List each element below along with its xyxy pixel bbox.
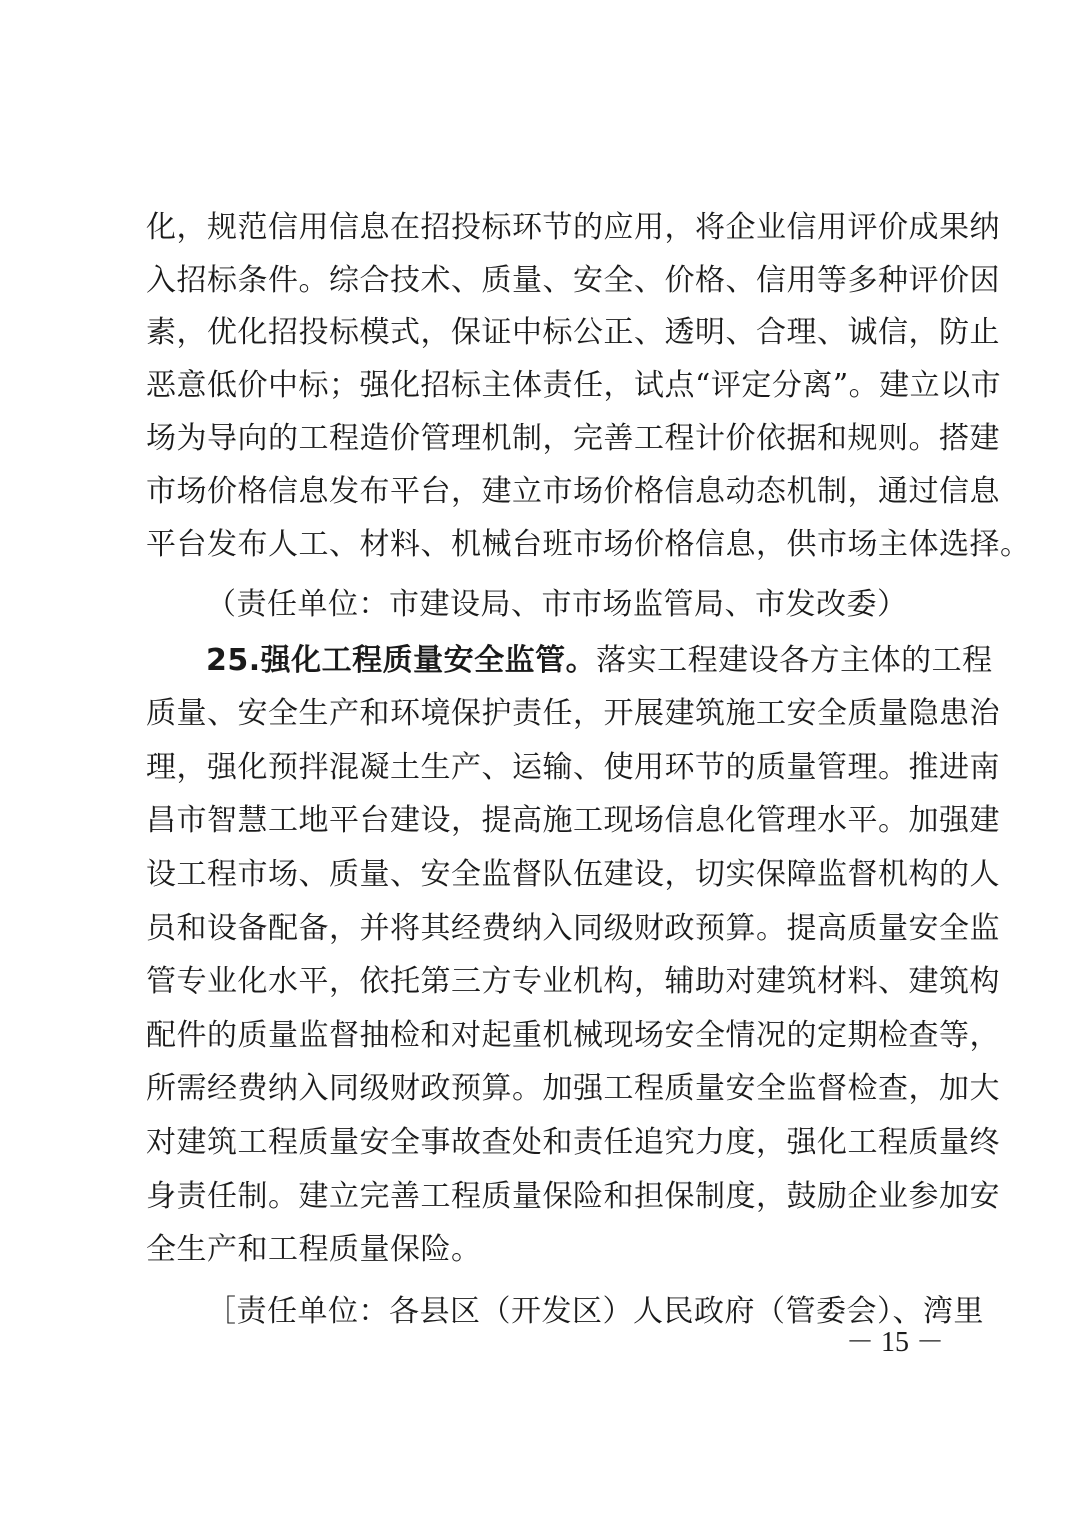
responsibility-note: （责任单位：市建设局、市市场监管局、市发改委） (206, 587, 908, 622)
page-number: － 15 － (845, 1327, 944, 1358)
body-text-line: 员和设备配备，并将其经费纳入同级财政预算。提高质量安全监 (146, 911, 1000, 946)
body-text-line: 平台发布人工、材料、机械台班市场价格信息，供市场主体选择。 (146, 527, 1031, 562)
body-text-line: 质量、安全生产和环境保护责任，开展建筑施工安全质量隐患治 (146, 696, 1000, 731)
body-text-line: 入招标条件。综合技术、质量、安全、价格、信用等多种评价因 (146, 263, 1000, 298)
body-text-line: 化，规范信用信息在招投标环节的应用，将企业信用评价成果纳 (146, 210, 1000, 245)
section-25-first-line-text: 落实工程建设各方主体的工程 (596, 643, 993, 678)
body-text-line: 配件的质量监督抽检和对起重机械现场安全情况的定期检查等， (146, 1018, 1000, 1053)
responsibility-note: ［责任单位：各县区（开发区）人民政府（管委会）、湾里 (206, 1294, 984, 1329)
body-text-line: 恶意低价中标；强化招标主体责任，试点“评定分离”。建立以市 (146, 368, 1002, 403)
body-text-line: 全生产和工程质量保险。 (146, 1232, 482, 1267)
section-25-heading: 25.强化工程质量安全监管。 (206, 643, 597, 678)
body-text-line: 素，优化招投标模式，保证中标公正、透明、合理、诚信，防止 (146, 315, 1000, 350)
section-25-first-line (206, 641, 993, 681)
body-text-line: 所需经费纳入同级财政预算。加强工程质量安全监督检查，加大 (146, 1071, 1000, 1106)
body-text-line: 场为导向的工程造价管理机制，完善工程计价依据和规则。搭建 (146, 421, 1000, 456)
body-text-line: 对建筑工程质量安全事故查处和责任追究力度，强化工程质量终 (146, 1125, 1000, 1160)
body-text-line: 管专业化水平，依托第三方专业机构，辅助对建筑材料、建筑构 (146, 964, 1000, 999)
body-text-line: 市场价格信息发布平台，建立市场价格信息动态机制，通过信息 (146, 474, 1000, 509)
body-text-line: 理，强化预拌混凝土生产、运输、使用环节的质量管理。推进南 (146, 750, 1000, 785)
body-text-line: 身责任制。建立完善工程质量保险和担保制度，鼓励企业参加安 (146, 1179, 1000, 1214)
body-text-line: 设工程市场、质量、安全监督队伍建设，切实保障监督机构的人 (146, 857, 1000, 892)
body-text-line: 昌市智慧工地平台建设，提高施工现场信息化管理水平。加强建 (146, 803, 1000, 838)
